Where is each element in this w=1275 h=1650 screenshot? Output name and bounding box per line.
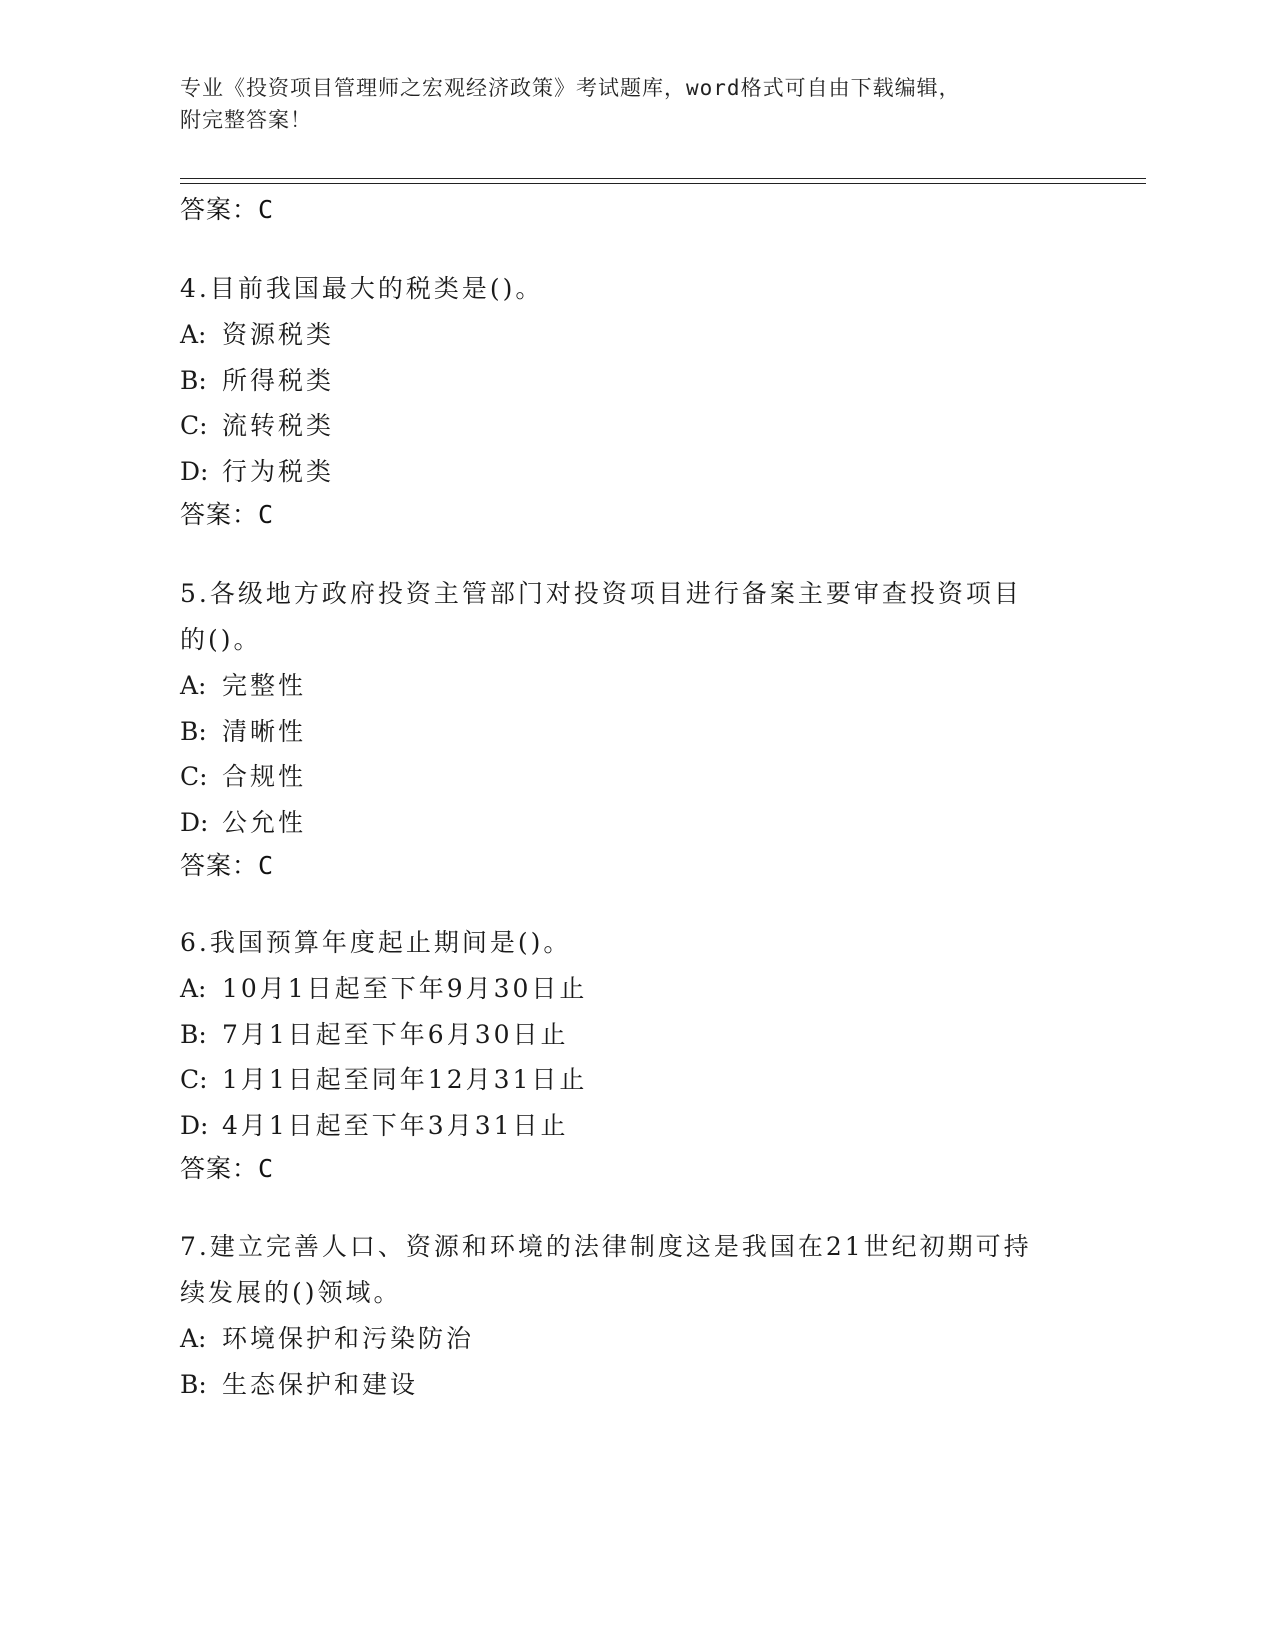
question-stem: 7.建立完善人口、资源和环境的法律制度这是我国在21世纪初期可持	[180, 1232, 1032, 1261]
option-letter: B:	[180, 1019, 207, 1049]
option-text: 4月1日起至下年3月31日止	[222, 1110, 569, 1140]
option-text: 资源税类	[222, 320, 335, 349]
option-a	[180, 966, 1060, 1012]
header-line-2: 附完整答案！	[180, 108, 312, 132]
option-text: 公允性	[222, 807, 307, 837]
option-letter: C:	[180, 762, 208, 791]
header-double-rule	[180, 178, 1146, 184]
option-text: 行为税类	[222, 456, 335, 486]
option-letter: B:	[180, 365, 207, 395]
option-letter: B:	[180, 1369, 207, 1399]
option-letter: A:	[180, 320, 207, 349]
option-a	[180, 663, 1060, 709]
question-stem: 5.各级地方政府投资主管部门对投资项目进行备案主要审查投资项目	[180, 579, 1022, 608]
option-a	[180, 1316, 1060, 1362]
option-letter: A:	[180, 1324, 207, 1353]
option-d	[180, 800, 1060, 846]
option-c	[180, 1057, 1060, 1103]
answer-line: 答案：C	[180, 1154, 275, 1183]
option-letter: C:	[180, 1065, 208, 1094]
option-text: 流转税类	[222, 411, 335, 440]
option-text: 合规性	[222, 762, 307, 791]
option-letter: D:	[180, 807, 209, 837]
option-b	[180, 1012, 1060, 1058]
option-d	[180, 1103, 1060, 1149]
option-text: 10月1日起至下年9月30日止	[222, 974, 588, 1003]
answer-line: 答案：C	[180, 851, 275, 880]
question-4	[180, 266, 1060, 530]
option-letter: A:	[180, 671, 207, 700]
option-letter: A:	[180, 974, 207, 1003]
option-text: 环境保护和污染防治	[222, 1324, 475, 1353]
option-text: 所得税类	[222, 365, 335, 395]
option-b	[180, 709, 1060, 755]
header-line-1: 专业《投资项目管理师之宏观经济政策》考试题库，word格式可自由下载编辑，	[180, 76, 961, 100]
option-text: 生态保护和建设	[222, 1369, 419, 1399]
option-d	[180, 449, 1060, 495]
question-stem: 6.我国预算年度起止期间是()。	[180, 928, 572, 957]
question-7	[180, 1224, 1060, 1407]
answer-line: 答案：C	[180, 195, 275, 224]
option-c	[180, 754, 1060, 800]
option-letter: C:	[180, 411, 208, 440]
option-text: 清晰性	[222, 716, 307, 746]
option-a	[180, 312, 1060, 358]
question-stem-continued: 的()。	[180, 625, 262, 654]
document-header	[180, 72, 1040, 136]
question-6	[180, 920, 1060, 1184]
option-text: 7月1日起至下年6月30日止	[222, 1019, 569, 1049]
option-letter: D:	[180, 1110, 209, 1140]
question-5	[180, 571, 1060, 881]
question-stem: 4.目前我国最大的税类是()。	[180, 274, 544, 303]
option-letter: B:	[180, 716, 207, 746]
option-c	[180, 403, 1060, 449]
option-b	[180, 1362, 1060, 1408]
option-letter: D:	[180, 456, 209, 486]
option-text: 1月1日起至同年12月31日止	[222, 1065, 588, 1094]
option-b	[180, 358, 1060, 404]
question-stem-continued: 续发展的()领域。	[180, 1278, 402, 1307]
option-text: 完整性	[222, 671, 307, 700]
answer-line: 答案：C	[180, 500, 275, 529]
